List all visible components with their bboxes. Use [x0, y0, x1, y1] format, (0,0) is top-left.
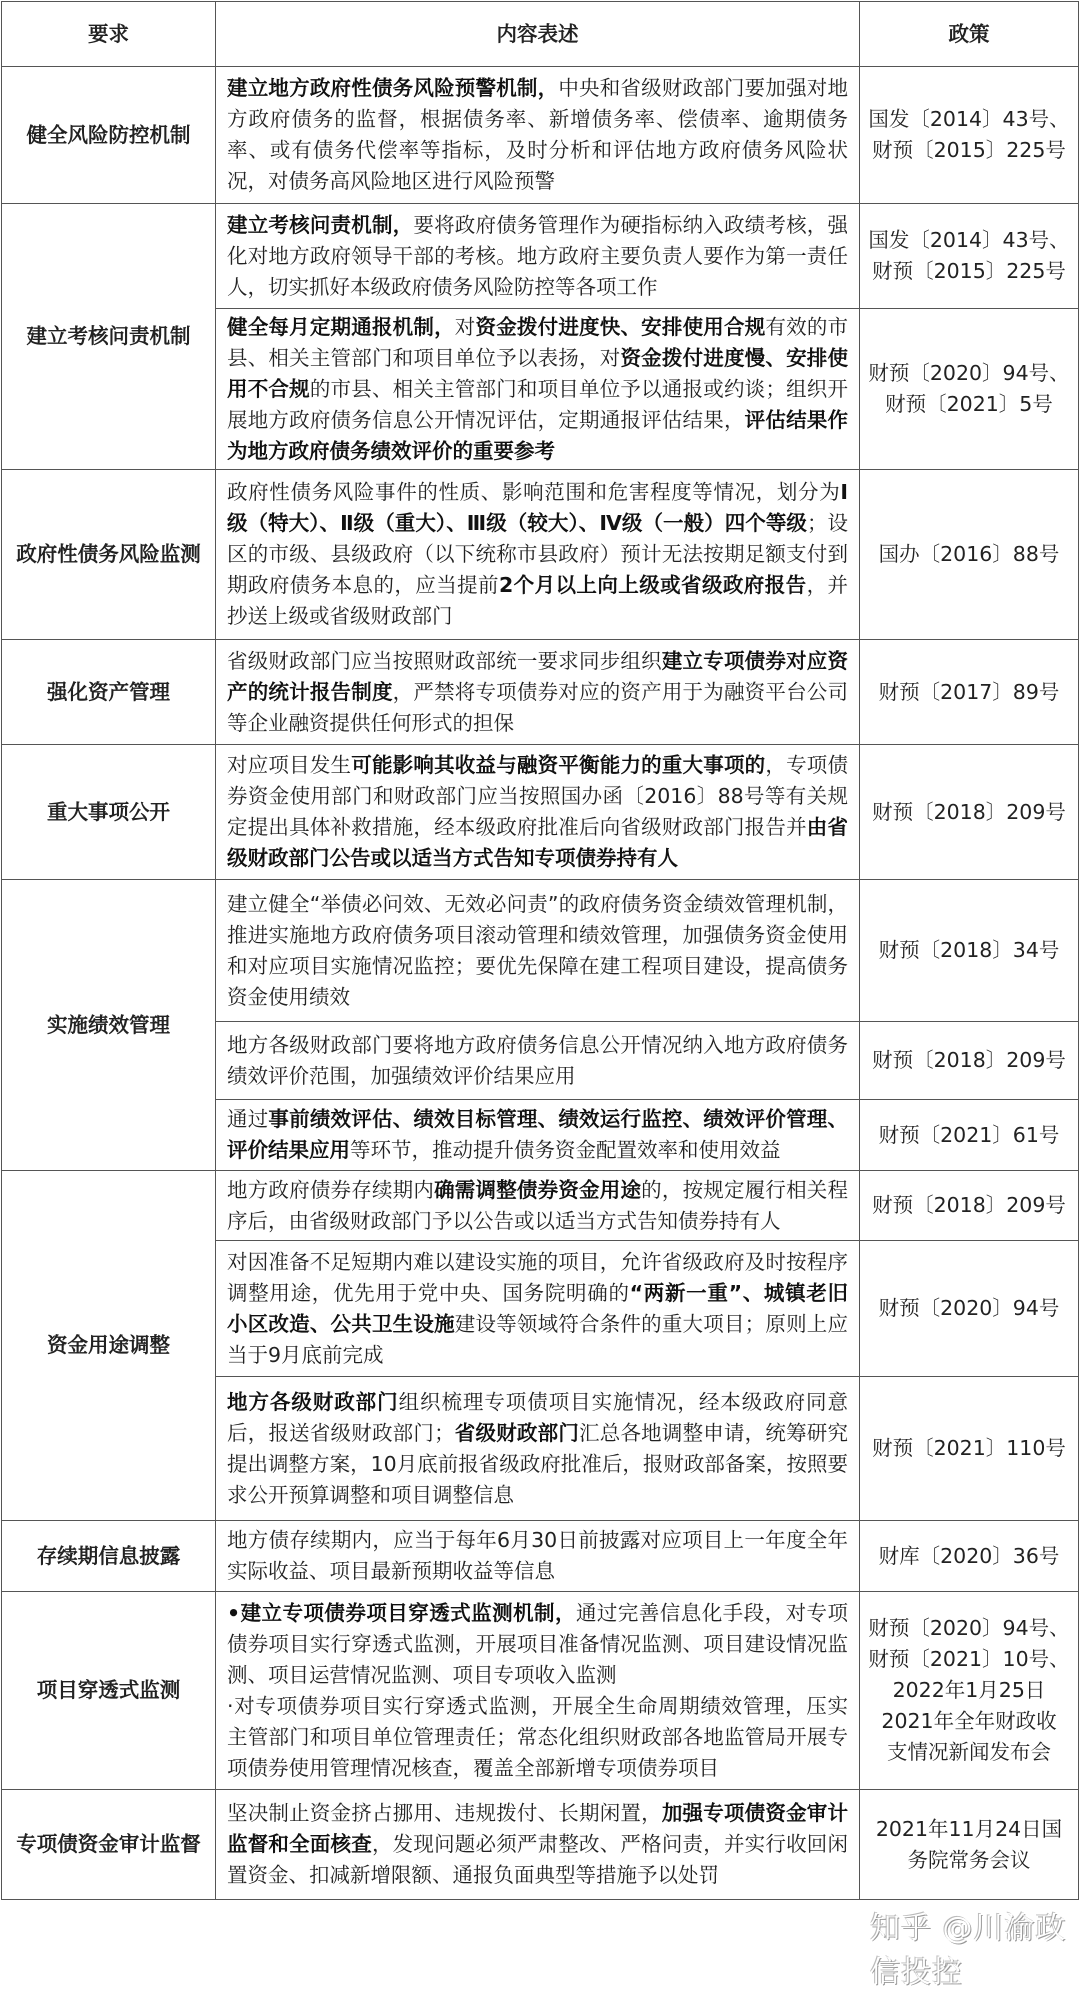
requirement-cell: 资金用途调整 — [2, 1171, 216, 1521]
policy-line: 国发〔2014〕43号、 — [868, 107, 1070, 131]
policy-cell — [860, 204, 1079, 309]
text: 地方债存续期内，应当于每年6月30日前披露对应项目上一年度全年实际收益、项目最新预期收益等信息 — [227, 1528, 848, 1583]
table-row — [2, 470, 1079, 640]
content-cell — [216, 1521, 860, 1592]
policy-line: 2021年11月24日国 — [875, 1816, 1063, 1841]
policy-cell — [860, 1790, 1079, 1900]
table-body — [2, 67, 1079, 1900]
bold-text: 评估结果作为地方政府债务绩效评价的重要参考 — [227, 407, 848, 463]
text: 中央和省级财政部门要加强对地方政府债务的监督，根据债务率、新增债务率、偿债率、逾期债务率、或有债务代偿率等指标，及时分析和评估地方政府债务风险状况，对债务高风险地区进行风险预警 — [227, 76, 849, 193]
requirement-cell: 健全风险防控机制 — [2, 67, 216, 204]
policy-cell — [860, 1100, 1079, 1171]
policy-cell — [860, 1592, 1079, 1790]
text: 要将政府债务管理作为硬指标纳入政绩考核，强化对地方政府领导干部的考核。地方政府主要负责人要作为第一责任人，切实抓好本级政府债务风险防控等各项工作 — [227, 212, 849, 299]
column-header-policy: 政策 — [860, 2, 1079, 67]
policy-line: 财库〔2020〕36号 — [878, 1543, 1060, 1568]
text: ，专项债券资金使用部门和财政部门应当按照国办函〔2016〕88号等有关规定提出具体补救措施，经本级政府批准后向省级财政部门报告并 — [227, 753, 849, 839]
text: 建立健全“举债必问效、无效必问责”的政府债务资金绩效管理机制，推进实施地方政府债务项目滚动管理和绩效管理，加强债务资金使用和对应项目实施情况监控；要优先保障在建工程项目建设，提高债务资金使用绩效 — [227, 891, 848, 1009]
text: 地方政府债券存续期内 — [227, 1177, 435, 1202]
policy-line: 财预〔2020〕94号、 — [868, 361, 1070, 385]
requirement-cell: 强化资产管理 — [2, 640, 216, 745]
table-row — [2, 204, 1079, 309]
table-row — [2, 1790, 1079, 1900]
text: 对因准备不足短期内难以建设实施的项目，允许省级政府及时按程序调整用途，优先用于党中央、国务院明确的 — [227, 1249, 848, 1305]
table-row — [2, 640, 1079, 745]
content-cell — [216, 67, 860, 204]
text: 汇总各地调整申请，统筹研究提出调整方案，10月底前报省级政府批准后，报财政部备案，按照要求公开预算调整和项目调整信息 — [227, 1420, 849, 1507]
requirement-cell: 存续期信息披露 — [2, 1521, 216, 1592]
content-cell — [216, 1790, 860, 1900]
content-cell — [216, 1100, 860, 1171]
bold-text: 建立考核问责机制， — [227, 212, 414, 237]
requirement-cell: 政府性债务风险监测 — [2, 470, 216, 640]
text: 组织梳理专项债项目实施情况，经本级政府同意后，报送省级财政部门； — [227, 1389, 849, 1445]
policy-line: 2021年全年财政收 — [881, 1709, 1057, 1733]
policy-cell — [860, 1241, 1079, 1377]
bold-text: 可能影响其收益与融资平衡能力的重大事项的 — [351, 753, 766, 777]
policy-cell — [860, 745, 1079, 880]
content-cell — [216, 1241, 860, 1377]
policy-line: 财预〔2020〕94号 — [878, 1296, 1060, 1320]
text: 建设等领域符合条件的重大项目；原则上应当于9月底前完成 — [227, 1311, 849, 1367]
text: ，严禁将专项债券对应的资产用于为融资平台公司等企业融资提供任何形式的担保 — [227, 679, 848, 735]
policy-line: 国发〔2014〕43号、 — [868, 228, 1070, 252]
text: 政府性债务风险事件的性质、影响范围和危害程度等情况，划分为 — [227, 480, 841, 504]
policy-cell — [860, 309, 1079, 470]
requirement-cell: 项目穿透式监测 — [2, 1592, 216, 1790]
table-header-row — [2, 2, 1079, 67]
text: 有效的市县、相关主管部门和项目单位予以表扬，对 — [227, 314, 849, 370]
policy-line: 财预〔2015〕225号 — [872, 259, 1066, 283]
watermark: 知乎 @川渝政信投控 — [870, 1911, 1067, 1990]
bold-text: “两新一重”、城镇老旧小区改造、公共卫生设施 — [227, 1280, 848, 1336]
bold-text: 由省级财政部门公告或以适当方式告知专项债券持有人 — [227, 815, 849, 870]
policy-line: 财预〔2021〕10号、 — [868, 1647, 1070, 1671]
bold-text: 建立地方政府性债务风险预警机制， — [227, 76, 559, 100]
policy-line: 2022年1月25日 — [892, 1678, 1046, 1702]
bold-text: 健全每月定期通报机制， — [227, 314, 455, 339]
content-cell — [216, 470, 860, 640]
bold-text: •建立专项债券项目穿透式监测机制， — [227, 1600, 576, 1625]
content-cell — [216, 1592, 860, 1790]
text: 地方各级财政部门要将地方政府债务信息公开情况纳入地方政府债务绩效评价范围，加强绩效评价结果应用 — [227, 1032, 848, 1088]
policy-line: 财预〔2017〕89号 — [878, 679, 1060, 704]
text: 省级财政部门应当按照财政部统一要求同步组织 — [227, 648, 662, 673]
policy-line: 财预〔2020〕94号、 — [868, 1616, 1070, 1640]
bold-text: 加强专项债资金审计监督和全面核查 — [227, 1801, 848, 1856]
content-cell — [216, 745, 860, 880]
policy-line: 财预〔2018〕209号 — [872, 1048, 1066, 1072]
policy-cell — [860, 1377, 1079, 1521]
bold-text: 资金拨付进度慢、安排使用不合规 — [227, 345, 849, 401]
table-row — [2, 745, 1079, 880]
content-cell — [216, 640, 860, 745]
policy-line: 财预〔2018〕34号 — [878, 938, 1060, 962]
bold-text: 2个月以上向上级或省级政府报告 — [498, 573, 807, 597]
policy-line: 财预〔2015〕225号 — [872, 138, 1066, 162]
bold-text: 确需调整债券资金用途 — [434, 1177, 642, 1202]
text: 等环节，推动提升债务资金配置效率和使用效益 — [350, 1138, 781, 1162]
column-header-requirement: 要求 — [2, 2, 216, 67]
policy-line: 财预〔2021〕110号 — [872, 1436, 1066, 1460]
text: 坚决制止资金挤占挪用、违规拨付、长期闲置， — [227, 1801, 662, 1825]
policy-line: 财预〔2018〕209号 — [872, 1193, 1066, 1217]
content-cell — [216, 1022, 860, 1100]
bold-text: 事前绩效评估、绩效目标管理、绩效运行监控、绩效评价管理、评价结果应用 — [227, 1107, 849, 1162]
table-row — [2, 880, 1079, 1022]
table-row — [2, 67, 1079, 204]
policy-line: 支情况新闻发布会 — [887, 1740, 1051, 1764]
content-cell — [216, 880, 860, 1022]
bold-text: Ⅰ级（特大）、Ⅱ级（重大）、Ⅲ级（较大）、Ⅳ级（一般）四个等级 — [227, 480, 848, 535]
requirement-cell: 重大事项公开 — [2, 745, 216, 880]
policy-cell — [860, 67, 1079, 204]
text: 通过完善信息化手段，对专项债券项目实行穿透式监测，开展项目准备情况监测、项目建设情况监测、项目运营情况监测、项目专项收入监测 ·对专项债券项目实行穿透式监测，开展全生命周期绩效管理，压实主管部门和项目单位管理责任；常态化组织财政部各地监管局开展专项债券使用管理情况核查，覆盖全部新增专项债券项目 — [227, 1600, 848, 1780]
column-header-content: 内容表述 — [216, 2, 860, 67]
text: ，并抄送上级或省级财政部门 — [227, 573, 848, 628]
content-cell — [216, 1171, 860, 1241]
text: ；设区的市级、县级政府（以下统称市县政府）预计无法按期足额支付到期政府债务本息的，应当提前 — [227, 511, 848, 597]
content-cell — [216, 204, 860, 309]
policy-line: 财预〔2018〕209号 — [872, 799, 1066, 824]
bold-text: 建立专项债券对应资产的统计报告制度 — [227, 648, 848, 704]
content-cell — [216, 309, 860, 470]
content-cell — [216, 1377, 860, 1521]
policy-table — [1, 1, 1079, 1900]
requirement-cell: 专项债资金审计监督 — [2, 1790, 216, 1900]
text: 的，按规定履行相关程序后，由省级财政部门予以公告或以适当方式告知债券持有人 — [227, 1177, 849, 1233]
bold-text: 地方各级财政部门 — [227, 1389, 399, 1414]
policy-line: 国办〔2016〕88号 — [878, 542, 1060, 566]
policy-cell — [860, 640, 1079, 745]
policy-cell — [860, 1521, 1079, 1592]
requirement-cell: 建立考核问责机制 — [2, 204, 216, 470]
text: ，发现问题必须严肃整改、严格问责，并实行收回闲置资金、扣减新增限额、通报负面典型等措施予以处罚 — [227, 1832, 849, 1887]
policy-cell — [860, 1171, 1079, 1241]
policy-cell — [860, 880, 1079, 1022]
text: 通过 — [227, 1107, 269, 1131]
policy-line: 务院常务会议 — [907, 1847, 1031, 1872]
table-row — [2, 1171, 1079, 1241]
text: 的市县、相关主管部门和项目单位予以通报或约谈；组织开展地方政府债务信息公开情况评估，定期通报评估结果， — [227, 376, 848, 432]
table-row — [2, 1521, 1079, 1592]
text: 对 — [454, 314, 476, 339]
policy-line: 财预〔2021〕5号 — [885, 392, 1053, 416]
policy-cell — [860, 470, 1079, 640]
bold-text: 资金拨付进度快、安排使用合规 — [475, 314, 766, 339]
policy-cell — [860, 1022, 1079, 1100]
policy-line: 财预〔2021〕61号 — [878, 1122, 1060, 1147]
table-row — [2, 1592, 1079, 1790]
requirement-cell: 实施绩效管理 — [2, 880, 216, 1171]
bold-text: 省级财政部门 — [454, 1420, 580, 1445]
text: 对应项目发生 — [227, 753, 352, 777]
